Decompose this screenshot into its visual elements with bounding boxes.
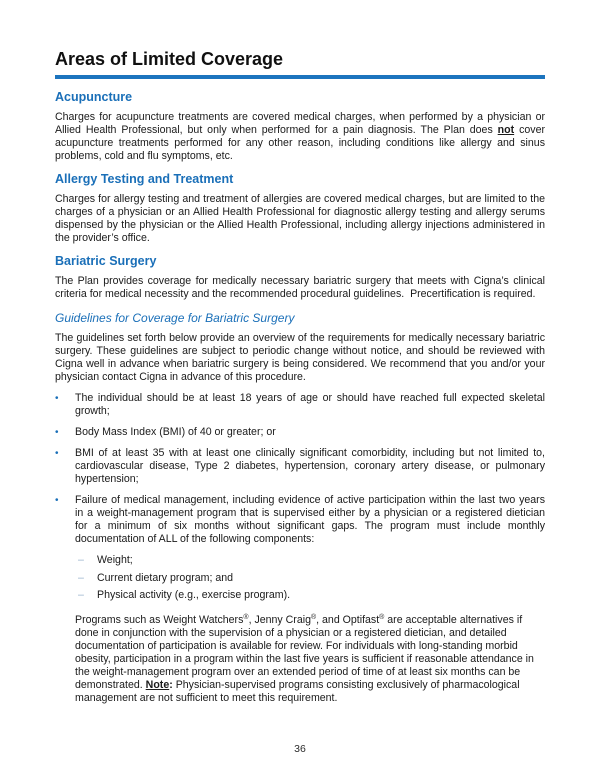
page-title: Areas of Limited Coverage	[55, 49, 284, 69]
paragraph	[55, 332, 545, 384]
text-run: Charges for acupuncture treatments are covered medical charges, when performed by a physician or Allied Health Professional, but only when performed for a pain diagnosis. The Plan does	[55, 111, 545, 136]
bullet-item	[55, 494, 545, 546]
section-heading: Allergy Testing and Treatment	[55, 172, 234, 186]
bullet-item	[55, 447, 545, 486]
indented-paragraph	[75, 614, 543, 705]
document-body	[55, 90, 545, 705]
list-item-text	[75, 392, 545, 418]
subsection-heading: Guidelines for Coverage for Bariatric Surgery	[55, 311, 295, 325]
dash-item	[55, 589, 545, 602]
paragraph	[55, 111, 545, 163]
bullet-marker-icon: •	[55, 427, 59, 438]
text-run: not	[497, 124, 515, 136]
text-run: Weight;	[97, 554, 133, 566]
text-run: Physician-supervised programs consisting exclusively of pharmacological management are not sufficient to meet this requirement.	[75, 679, 520, 704]
text-run: Current dietary program; and	[97, 571, 234, 584]
dash-marker-icon: –	[78, 554, 84, 566]
text-run: BMI of at least 35 with at least one clinically significant comorbidity, including but not limited to, cardiovascular disease, Type 2 diabetes, hypertension, coronary artery disease, or pulmonary hypertension;	[75, 447, 545, 485]
text-run: ®	[243, 614, 249, 621]
paragraph	[55, 275, 545, 301]
paragraph	[55, 193, 545, 245]
dash-item	[55, 572, 545, 585]
section-heading: Bariatric Surgery	[55, 254, 157, 268]
text-run: The Plan provides coverage for medically necessary bariatric surgery that meets with Cigna’s clinical criteria for medical necessity and the recommended procedural guidelines. Precertification is required.	[55, 275, 545, 300]
text-run: ®	[379, 614, 385, 621]
text-run: :	[169, 679, 173, 691]
text-run: Programs such as Weight Watchers	[75, 614, 244, 626]
title-divider-rule	[55, 75, 545, 79]
text-run: The individual should be at least 18 years of age or should have reached full expected skeletal growth;	[75, 392, 545, 417]
text-run: cover acupuncture treatments performed for any other reason, including conditions like allergy and sinus problems, cold and flu symptoms, etc.	[55, 124, 545, 162]
list-item-text	[97, 589, 545, 602]
dash-marker-icon: –	[78, 571, 84, 584]
list-item-text	[97, 572, 545, 585]
bullet-marker-icon: •	[55, 393, 59, 404]
bullet-marker-icon: •	[55, 448, 59, 459]
text-run: Failure of medical management, including evidence of active participation within the last two years in a weight-management program that is supervised either by a physician or a registered dietician for a minimum of six months without significant gaps. The program must include monthly documentation of ALL of the following components:	[75, 494, 545, 545]
text-run: Physical activity (e.g., exercise program).	[97, 589, 291, 601]
dash-item	[55, 554, 545, 567]
text-run: are acceptable alternatives if done in conjunction with the supervision of a physician or a registered dietician, and detailed documentation of participation is available for review. For individuals with long-standing morbid obesity, participation in a program within the last five years is sufficient if reasonable attendance in the weight-management program over an extended period of time of at least six months can be demonstrated.	[75, 614, 534, 691]
text-run: Body Mass Index (BMI) of 40 or greater; or	[75, 426, 276, 438]
dash-marker-icon: –	[78, 589, 84, 601]
text-run: Charges for allergy testing and treatment of allergies are covered medical charges, but are limited to the charges of a physician or an Allied Health Professional for diagnostic allergy testing and allergy serums dispensed by the physician or the Allied Health Professional, including allergy injections administered in the provider’s office.	[55, 193, 545, 244]
page-number: 36	[294, 743, 306, 755]
list-item-text	[75, 447, 545, 486]
bullet-item	[55, 426, 545, 439]
bullet-item	[55, 392, 545, 418]
text-run: ®	[310, 614, 317, 621]
list-item-text	[75, 494, 545, 546]
section-heading: Acupuncture	[55, 90, 133, 104]
bullet-marker-icon: •	[55, 495, 59, 506]
text-run: , and Optifast	[316, 614, 380, 626]
text-run: , Jenny Craig	[248, 614, 311, 626]
text-run: Note	[145, 679, 170, 691]
list-item-text	[97, 554, 545, 567]
list-item-text	[75, 426, 545, 439]
text-run: The guidelines set forth below provide an overview of the requirements for medically necessary bariatric surgery. These guidelines are subject to periodic change without notice, and should be reviewed with Cigna well in advance when bariatric surgery is being considered. We recommend that you and/or your physician contact Cigna in advance of this procedure.	[55, 332, 545, 383]
